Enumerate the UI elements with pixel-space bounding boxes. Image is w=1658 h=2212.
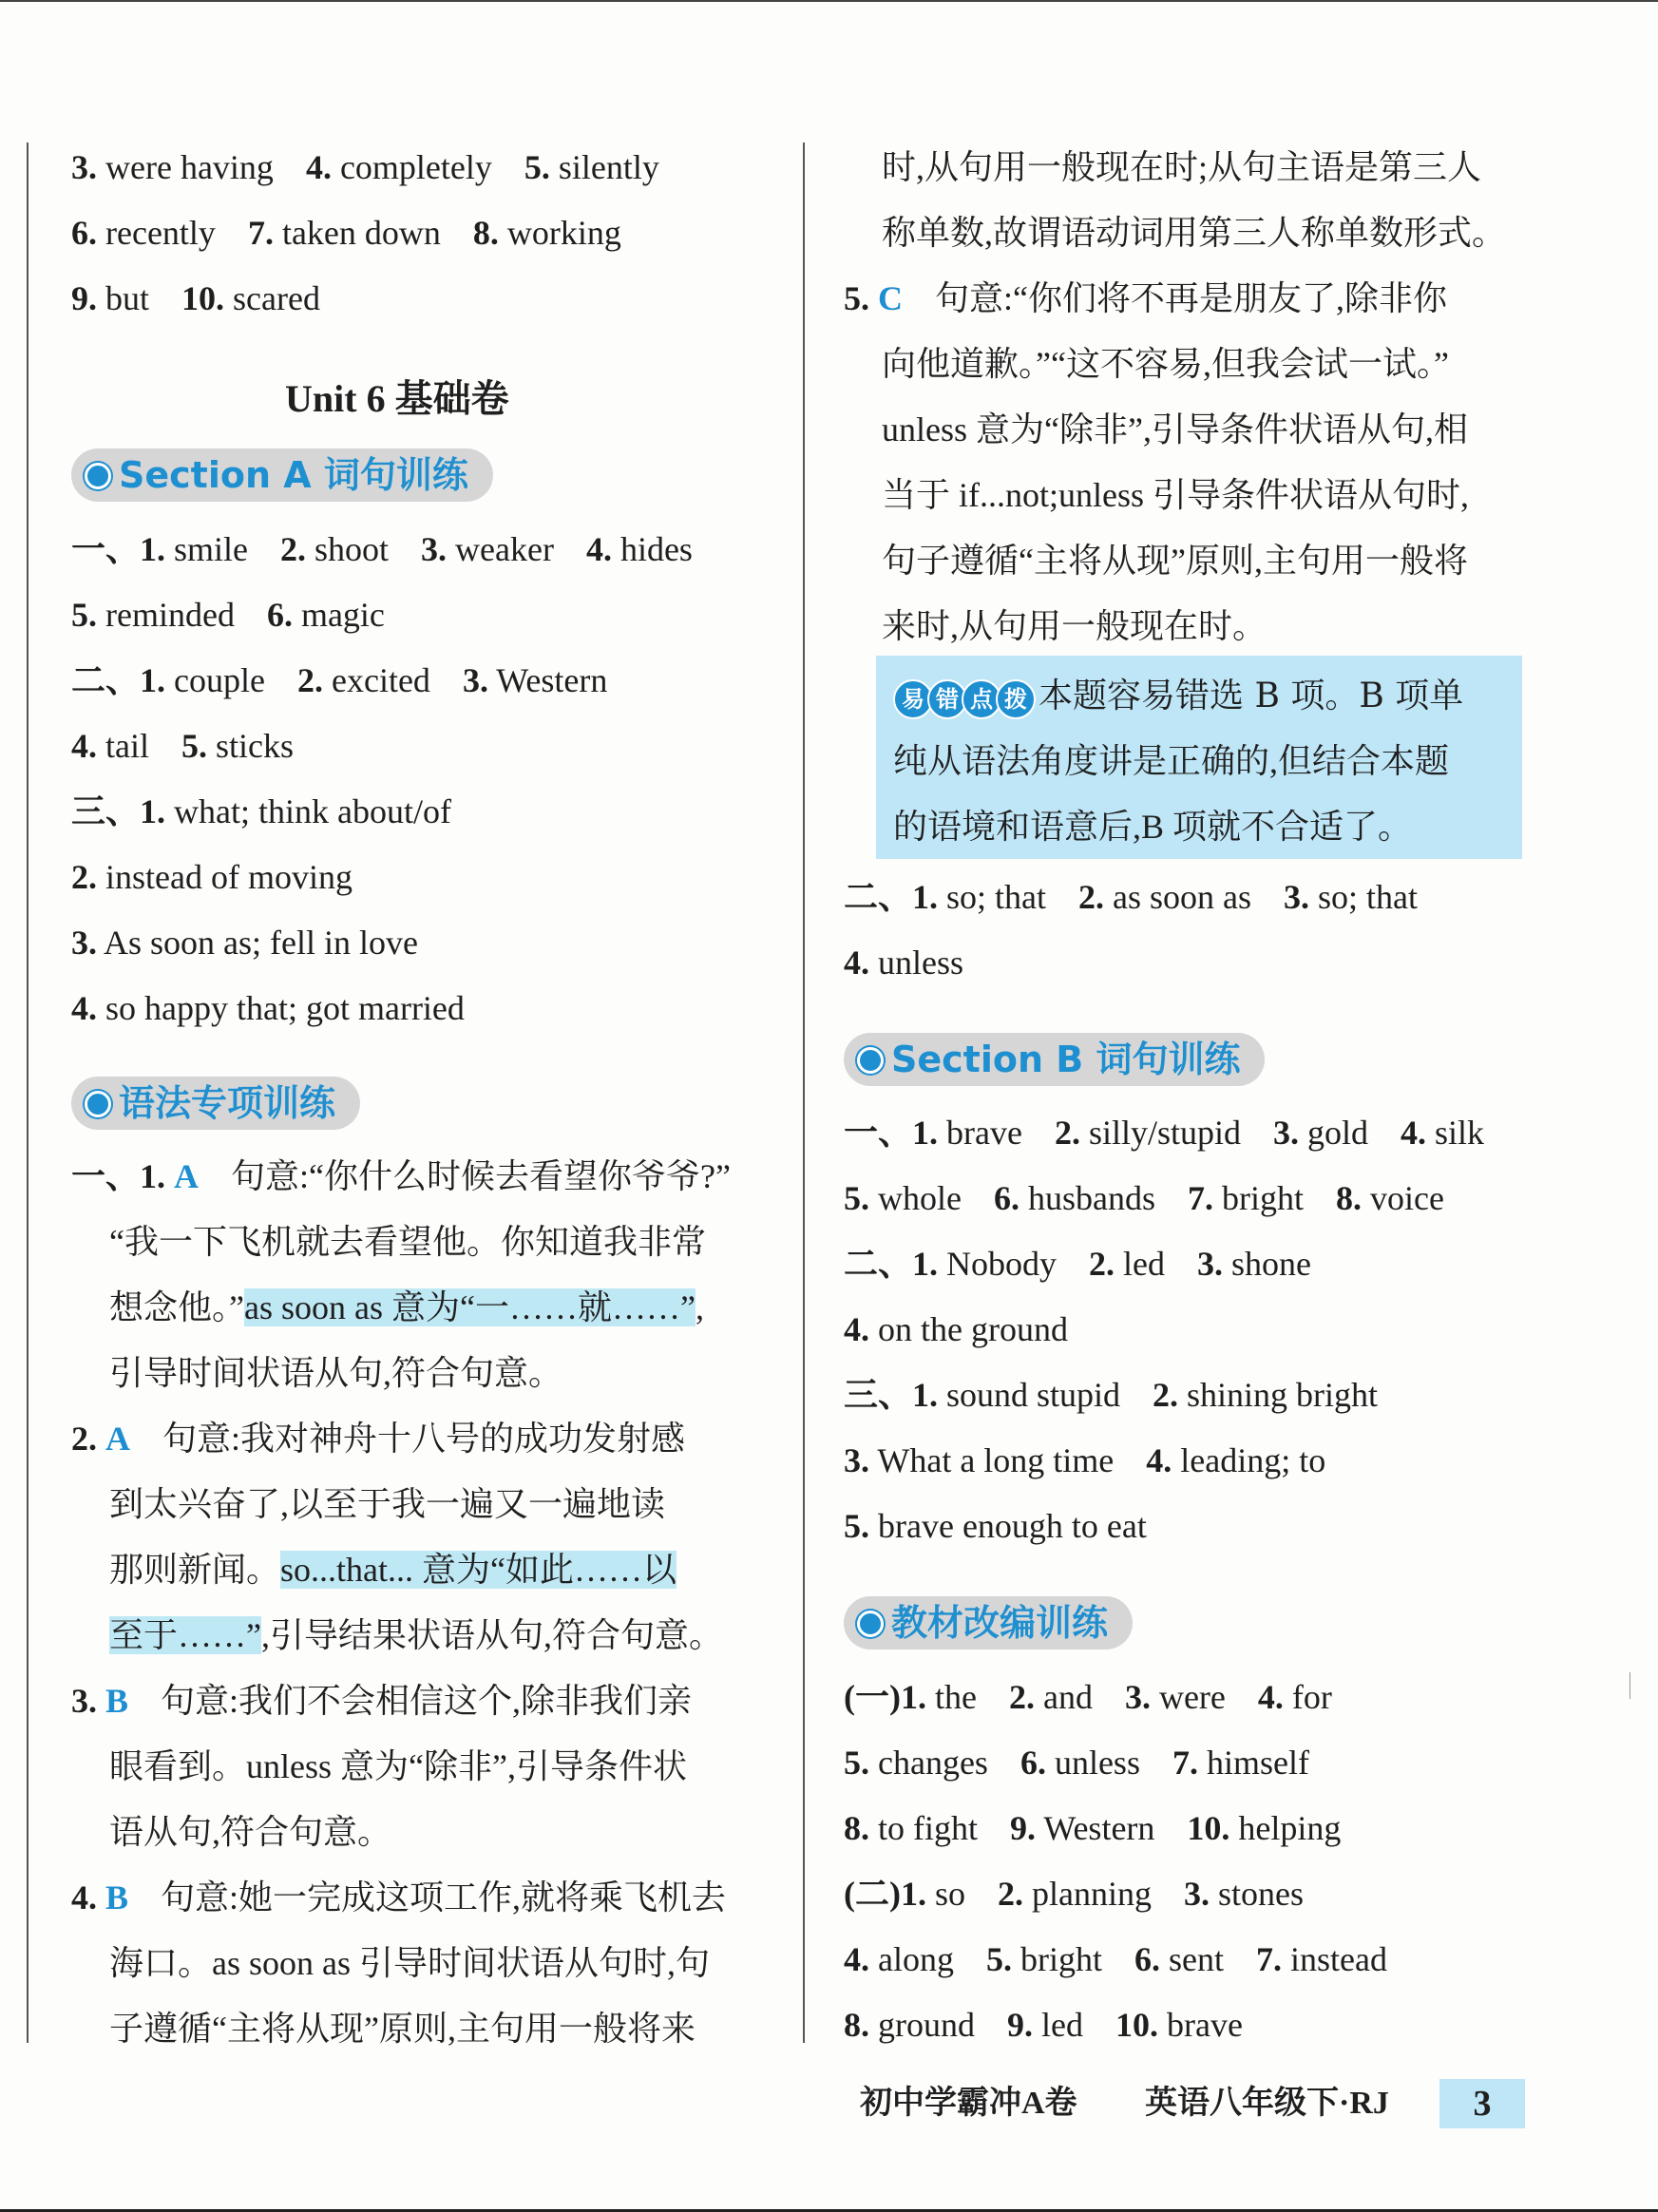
explanation-line: 到太兴奋了,以至于我一遍又一遍地读 <box>109 1485 666 1523</box>
explanation-line: 海口。as soon as 引导时间状语从句时,句 <box>109 1944 710 1982</box>
explanation-line: 来时,从句用一般现在时。 <box>882 607 1267 645</box>
answer-row: (一)1. the 2. and 3. were 4. for <box>844 1678 1332 1716</box>
page-number: 3 <box>1439 2079 1525 2128</box>
answer-row: 5. brave enough to eat <box>844 1507 1147 1545</box>
tip-line: 易 错 点 拨 本题容易错选 B 项。B 项单 <box>893 671 1463 721</box>
answer-row: 三、1. what; think about/of <box>71 792 451 830</box>
explanation-line: 4. B 句意:她一完成这项工作,就将乘飞机去 <box>71 1878 727 1916</box>
explanation-line: 想念他。”as soon as 意为“一……就……”, <box>109 1288 704 1326</box>
answer-row: 6. recently 7. taken down 8. working <box>71 214 621 252</box>
answer-row: 9. but 10. scared <box>71 279 320 317</box>
textbook-heading: 教材改编训练 <box>844 1596 1133 1649</box>
left-margin-line <box>27 143 29 2043</box>
tip-line: 纯从语法角度讲是正确的,但结合本题 <box>893 742 1450 780</box>
explanation-line: unless 意为“除非”,引导条件状语从句,相 <box>882 410 1468 448</box>
answer-row: 5. whole 6. husbands 7. bright 8. voice <box>844 1179 1444 1217</box>
tip-badge-icon: 易 <box>893 679 933 719</box>
answer-row: 4. so happy that; got married <box>71 989 465 1027</box>
explanation-line: 5. C 句意:“你们将不再是朋友了,除非你 <box>844 279 1447 317</box>
explanation-line: 称单数,故谓语动词用第三人称单数形式。 <box>882 214 1507 252</box>
bullet-icon <box>85 1091 111 1117</box>
footer-subject: 英语八年级下·RJ <box>1145 2086 1389 2121</box>
answer-row: 二、1. Nobody 2. led 3. shone <box>844 1245 1311 1283</box>
explanation-line: 眼看到。unless 意为“除非”,引导条件状 <box>109 1747 687 1785</box>
answer-row: 二、1. so; that 2. as soon as 3. so; that <box>844 878 1419 916</box>
explanation-line: 3. B 句意:我们不会相信这个,除非我们亲 <box>71 1682 693 1720</box>
tip-badge-icon: 拨 <box>996 679 1036 719</box>
highlight: as soon as 意为“一……就……” <box>243 1288 696 1326</box>
bullet-icon <box>85 463 111 489</box>
grammar-heading: 语法专项训练 <box>71 1077 360 1130</box>
answer-row: 一、1. brave 2. silly/stupid 3. gold 4. silk <box>844 1114 1485 1152</box>
explanation-line: 语从句,符合句意。 <box>109 1813 392 1851</box>
answer-row: 4. tail 5. sticks <box>71 727 294 765</box>
answer-row: 4. along 5. bright 6. sent 7. instead <box>844 1940 1387 1978</box>
margin-tick <box>1629 1672 1630 1699</box>
section-b-heading: Section B 词句训练 <box>844 1033 1265 1086</box>
explanation-line: 向他道歉。”“这不容易,但我会试一试。” <box>882 345 1449 383</box>
answer-row: 3. What a long time 4. leading; to <box>844 1441 1326 1479</box>
highlight: 至于……” <box>109 1616 261 1654</box>
explanation-line: 句子遵循“主将从现”原则,主句用一般将 <box>882 542 1468 580</box>
answer-row: 4. on the ground <box>844 1310 1068 1348</box>
explanation-line: 2. A 句意:我对神舟十八号的成功发射感 <box>71 1420 686 1458</box>
answer-row: 8. ground 9. led 10. brave <box>844 2006 1243 2044</box>
answer-row: 一、1. smile 2. shoot 3. weaker 4. hides <box>71 530 693 568</box>
highlight: so...that... 意为“如此……以 <box>280 1551 677 1589</box>
tip-badge-icon: 错 <box>927 679 967 719</box>
bullet-icon <box>857 1611 884 1637</box>
answer-row: 2. instead of moving <box>71 858 353 896</box>
explanation-line: 当于 if...not;unless 引导条件状语从句时, <box>882 476 1469 514</box>
tip-line: 的语境和语意后,B 项就不合适了。 <box>893 808 1413 846</box>
explanation-line: 一、1. A 句意:“你什么时候去看望你爷爷?” <box>71 1157 731 1195</box>
footer-book-title: 初中学霸冲A卷 <box>860 2086 1077 2121</box>
explanation-line: 那则新闻。so...that... 意为“如此……以 <box>109 1551 677 1589</box>
answer-row: 5. reminded 6. magic <box>71 596 385 634</box>
answer-row: (二)1. so 2. planning 3. stones <box>844 1875 1304 1913</box>
answer-row: 8. to fight 9. Western 10. helping <box>844 1809 1342 1847</box>
unit-title: Unit 6 基础卷 <box>285 377 509 420</box>
tip-badge-icon: 点 <box>962 679 1001 719</box>
answer-row: 5. changes 6. unless 7. himself <box>844 1744 1309 1782</box>
answer-row: 3. As soon as; fell in love <box>71 924 418 962</box>
explanation-line: 子遵循“主将从现”原则,主句用一般将来 <box>109 2010 696 2048</box>
explanation-line: “我一下飞机就去看望他。你知道我非常 <box>109 1223 706 1261</box>
column-divider <box>803 143 805 2043</box>
answer-row: 三、1. sound stupid 2. shining bright <box>844 1376 1379 1414</box>
section-a-heading: Section A 词句训练 <box>71 448 493 502</box>
explanation-line: 时,从句用一般现在时;从句主语是第三人 <box>882 148 1482 186</box>
answer-row: 二、1. couple 2. excited 3. Western <box>71 661 608 699</box>
explanation-line: 引导时间状语从句,符合句意。 <box>109 1354 563 1392</box>
answer-row: 4. unless <box>844 944 963 982</box>
answer-row: 3. were having 4. completely 5. silently <box>71 148 659 186</box>
bullet-icon <box>857 1047 884 1074</box>
explanation-line: 至于……”,引导结果状语从句,符合句意。 <box>109 1616 723 1654</box>
